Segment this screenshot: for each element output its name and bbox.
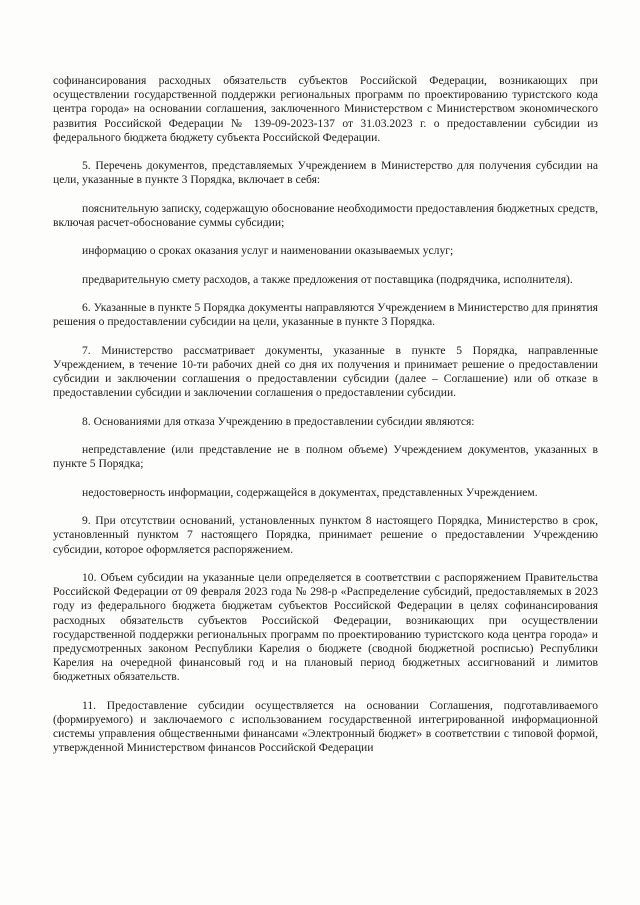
paragraph-item-6: 6. Указанные в пункте 5 Порядка документы направляются Учреждением в Министерство для принятия решения о предоставлении субсидии на цели, указанные в пункте 3 Порядка. bbox=[53, 301, 598, 329]
paragraph-item-5-service-info: информацию о сроках оказания услуг и наименовании оказываемых услуг; bbox=[82, 244, 454, 258]
paragraph-continuation: софинансирования расходных обязательств субъектов Российской Федерации, возникающих при осуществлении государственной поддержки региональных программ по проектированию туристского кода центра города» на основании соглашения, заключенного Министерством с Министерством экономического развития Российской Федерации № 139-09-2023-137 от 31.03.2023 г. о предоставлении субсидии из федерального бюджета бюджету субъекта Российской Федерации. bbox=[53, 74, 598, 144]
paragraph-item-9: 9. При отсутствии оснований, установленных пунктом 8 настоящего Порядка, Министерство в срок, установленный пунктом 7 настоящего Порядка, принимает решение о предоставлении Учреждению субсидии, которое оформляется распоряжением. bbox=[53, 514, 598, 556]
paragraph-item-8-non-submission: непредставление (или представление не в полном объеме) Учреждением документов, указанных в пункте 5 Порядка; bbox=[53, 443, 598, 471]
paragraph-item-5-explanatory-note: пояснительную записку, содержащую обоснование необходимости предоставления бюджетных средств, включая расчет-обоснование суммы субсидии; bbox=[53, 201, 598, 229]
paragraph-item-7: 7. Министерство рассматривает документы, указанные в пункте 5 Порядка, направленные Учреждением, в течение 10-ти рабочих дней со дня их получения и принимает решение о предоставлении субсидии и заключении соглашения о предоставлении субсидии (далее – Соглашение) или об отказе в предоставлении субсидии и заключении соглашения о предоставлении субсидии. bbox=[53, 343, 598, 400]
paragraph-item-11: 11. Предоставление субсидии осуществляется на основании Соглашения, подготавливаемого (формируемого) и заключаемого с использованием государственной интегрированной информационной системы управления общественными финансами «Электронный бюджет» в соответствии с типовой формой, утвержденной Министерством финансов Российской Федерации bbox=[53, 698, 598, 755]
paragraph-item-10: 10. Объем субсидии на указанные цели определяется в соответствии с распоряжением Правительства Российской Федерации от 09 февраля 2023 года № 298-р «Распределение субсидий, предоставляемых в 2023 году из федерального бюджета бюджетам субъектов Российской Федерации в целях софинансирования расходных обязательств субъектов Российской Федерации, возникающих при осуществлении государственной поддержки региональных программ по проектированию туристского кода центра города» и предусмотренных законом Республики Карелия о бюджете (сводной бюджетной росписью) Республики Карелия на очередной финансовый год и на плановый период бюджетных ассигнований и лимитов бюджетных обязательств. bbox=[53, 570, 598, 684]
paragraph-item-5-cost-estimate: предварительную смету расходов, а также предложения от поставщика (подрядчика, исполнителя). bbox=[82, 272, 573, 286]
paragraph-item-8: 8. Основаниями для отказа Учреждению в предоставлении субсидии являются: bbox=[82, 414, 475, 428]
document-body bbox=[53, 74, 598, 770]
paragraph-item-5: 5. Перечень документов, представляемых Учреждением в Министерство для получения субсидии на цели, указанные в пункте 3 Порядка, включает в себя: bbox=[53, 159, 598, 187]
paragraph-item-8-inaccuracy: недостоверность информации, содержащейся в документах, представленных Учреждением. bbox=[82, 485, 538, 499]
